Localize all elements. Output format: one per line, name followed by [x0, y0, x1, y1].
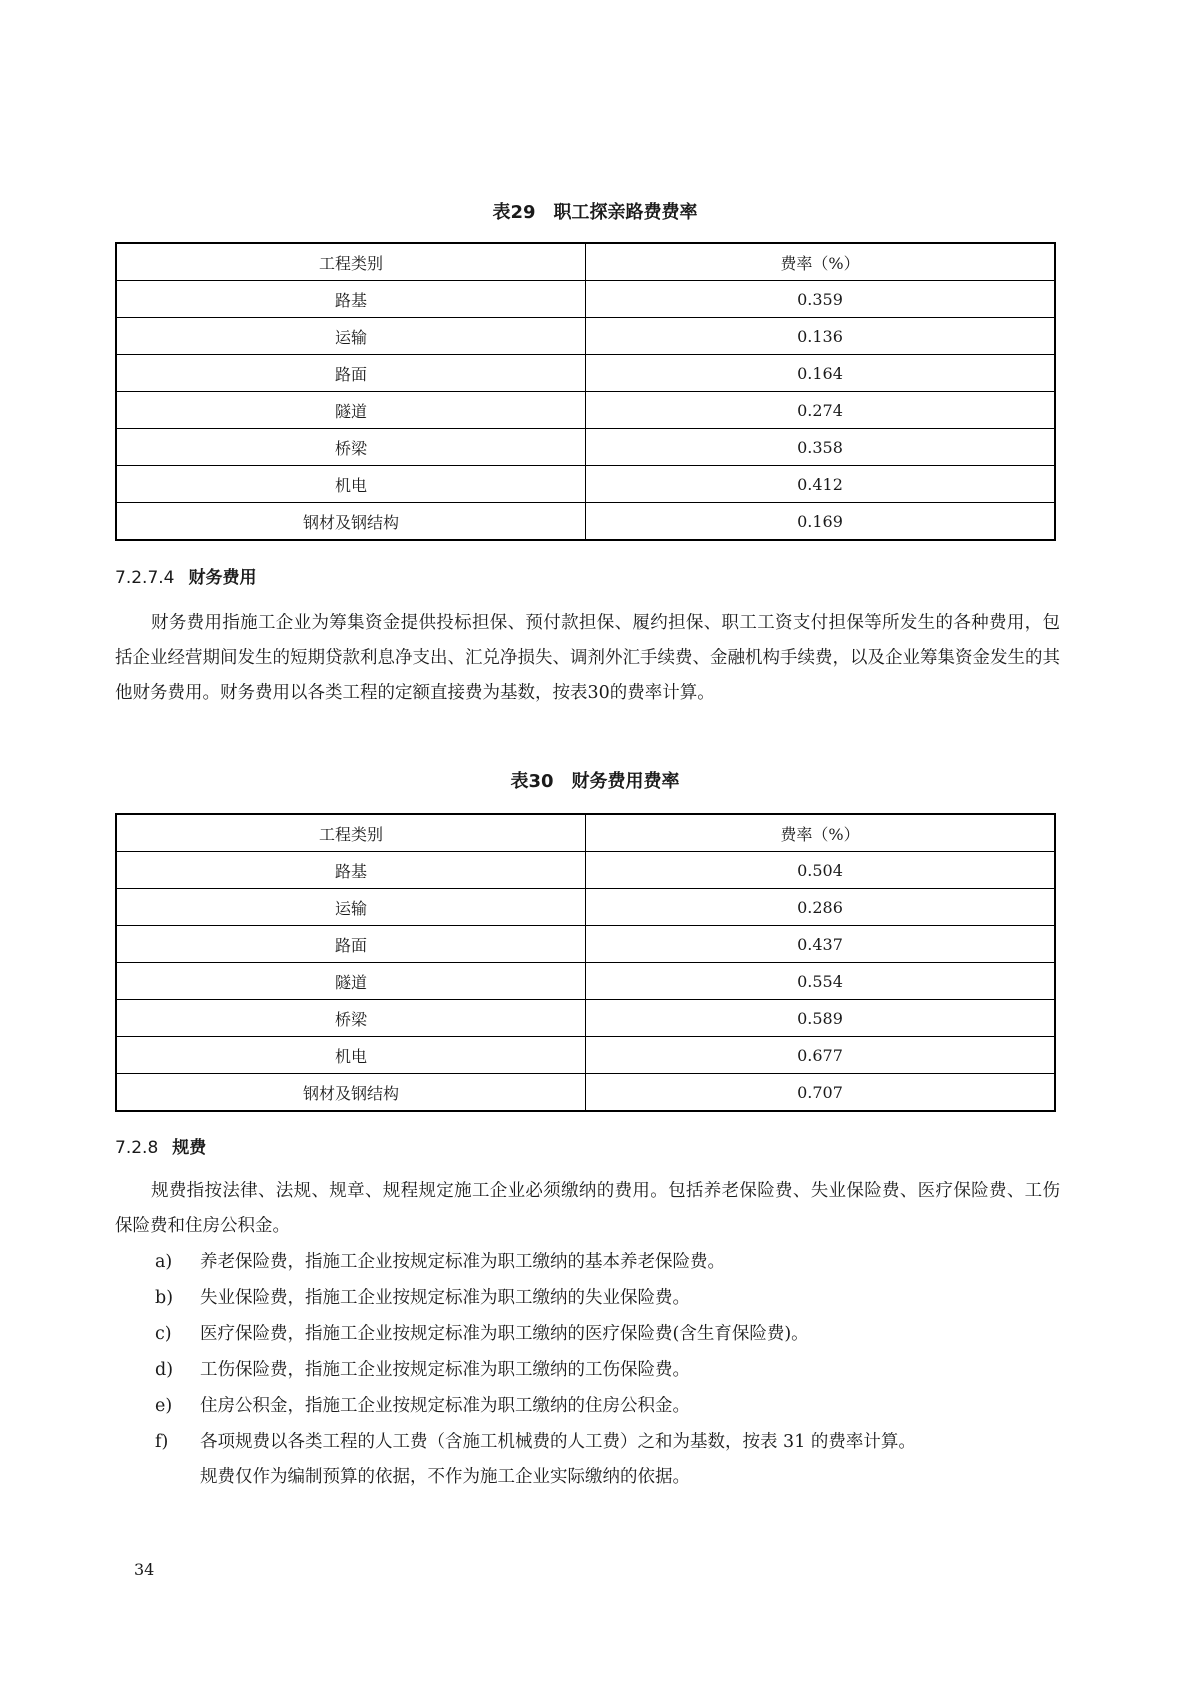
cell-rate: 费率（%） — [586, 814, 1056, 852]
cell-rate: 0.707 — [586, 1074, 1056, 1112]
cell-category: 运输 — [116, 889, 586, 926]
table-row — [116, 466, 1055, 503]
list-marker: d) — [155, 1360, 174, 1380]
cell-rate: 费率（%） — [586, 243, 1056, 281]
list-text: 医疗保险费，指施工企业按规定标准为职工缴纳的医疗保险费(含生育保险费)。 — [200, 1324, 809, 1344]
list-item — [155, 1317, 1060, 1352]
cell-category: 路基 — [116, 852, 586, 889]
section-7274-paragraph: 财务费用指施工企业为筹集资金提供投标担保、预付款担保、履约担保、职工工资支付担保等所发生的各种费用，包括企业经营期间发生的短期贷款利息净支出、汇兑净损失、调剂外汇手续费、金融机构手续费，以及企业筹集资金发生的其他财务费用。财务费用以各类工程的定额直接费为基数，按表30的费率计算。 — [115, 613, 1060, 703]
table-row — [116, 429, 1055, 466]
cell-category: 机电 — [116, 466, 586, 503]
list-marker: a) — [155, 1252, 173, 1272]
section-number: 7.2.8 — [115, 1138, 159, 1158]
cell-category: 钢材及钢结构 — [116, 1074, 586, 1112]
cell-category: 运输 — [116, 318, 586, 355]
cell-category: 工程类别 — [116, 243, 586, 281]
list-item — [155, 1389, 1060, 1424]
cell-rate: 0.504 — [586, 852, 1056, 889]
cell-category: 工程类别 — [116, 814, 586, 852]
cell-rate: 0.554 — [586, 963, 1056, 1000]
cell-rate: 0.412 — [586, 466, 1056, 503]
cell-category: 隧道 — [116, 963, 586, 1000]
table29 — [115, 242, 1056, 541]
table30-caption: 表30 财务费用费率 — [510, 771, 680, 792]
cell-rate: 0.274 — [586, 392, 1056, 429]
list-marker: b) — [155, 1288, 174, 1308]
cell-rate: 0.164 — [586, 355, 1056, 392]
cell-rate: 0.136 — [586, 318, 1056, 355]
list-item — [155, 1245, 1060, 1280]
cell-rate: 0.437 — [586, 926, 1056, 963]
list-item — [155, 1353, 1060, 1388]
list-text: 养老保险费，指施工企业按规定标准为职工缴纳的基本养老保险费。 — [200, 1252, 725, 1272]
table-header-row — [116, 243, 1055, 281]
section-728-heading — [115, 1133, 206, 1158]
table-row — [116, 1000, 1055, 1037]
table-row — [116, 318, 1055, 355]
list-item — [155, 1281, 1060, 1316]
list-text: 失业保险费，指施工企业按规定标准为职工缴纳的失业保险费。 — [200, 1288, 690, 1308]
table-header-row — [116, 814, 1055, 852]
table-row — [116, 889, 1055, 926]
table-row — [116, 1037, 1055, 1074]
list-marker: c) — [155, 1324, 172, 1344]
table-row — [116, 392, 1055, 429]
cell-rate: 0.169 — [586, 503, 1056, 541]
cell-category: 路面 — [116, 355, 586, 392]
table30 — [115, 813, 1056, 1112]
list-text: 住房公积金，指施工企业按规定标准为职工缴纳的住房公积金。 — [200, 1396, 690, 1416]
cell-category: 路面 — [116, 926, 586, 963]
table29-caption: 表29 职工探亲路费费率 — [492, 202, 698, 223]
section-728-paragraph: 规费指按法律、法规、规章、规程规定施工企业必须缴纳的费用。包括养老保险费、失业保险费、医疗保险费、工伤保险费和住房公积金。 — [115, 1181, 1060, 1236]
list-text: 各项规费以各类工程的人工费（含施工机械费的人工费）之和为基数，按表 31 的费率计算。 — [200, 1432, 916, 1452]
list-item — [155, 1425, 1060, 1495]
cell-rate: 0.589 — [586, 1000, 1056, 1037]
cell-category: 桥梁 — [116, 1000, 586, 1037]
cell-rate: 0.677 — [586, 1037, 1056, 1074]
table-row — [116, 926, 1055, 963]
page-number: 34 — [134, 1560, 155, 1579]
table-row — [116, 503, 1055, 541]
cell-category: 路基 — [116, 281, 586, 318]
cell-category: 桥梁 — [116, 429, 586, 466]
table-row — [116, 963, 1055, 1000]
table-row — [116, 852, 1055, 889]
list-text-continued: 规费仅作为编制预算的依据，不作为施工企业实际缴纳的依据。 — [200, 1467, 690, 1487]
list-text: 工伤保险费，指施工企业按规定标准为职工缴纳的工伤保险费。 — [200, 1360, 690, 1380]
section-7274-heading — [115, 563, 256, 588]
list-marker: e) — [155, 1396, 173, 1416]
cell-category: 机电 — [116, 1037, 586, 1074]
cell-rate: 0.359 — [586, 281, 1056, 318]
table-row — [116, 1074, 1055, 1112]
list-marker: f) — [155, 1432, 169, 1452]
section-title: 财务费用 — [188, 568, 257, 588]
section-title: 规费 — [172, 1138, 207, 1158]
cell-category: 隧道 — [116, 392, 586, 429]
cell-rate: 0.286 — [586, 889, 1056, 926]
table-row — [116, 281, 1055, 318]
table-row — [116, 355, 1055, 392]
section-number: 7.2.7.4 — [115, 568, 175, 588]
cell-rate: 0.358 — [586, 429, 1056, 466]
cell-category: 钢材及钢结构 — [116, 503, 586, 541]
